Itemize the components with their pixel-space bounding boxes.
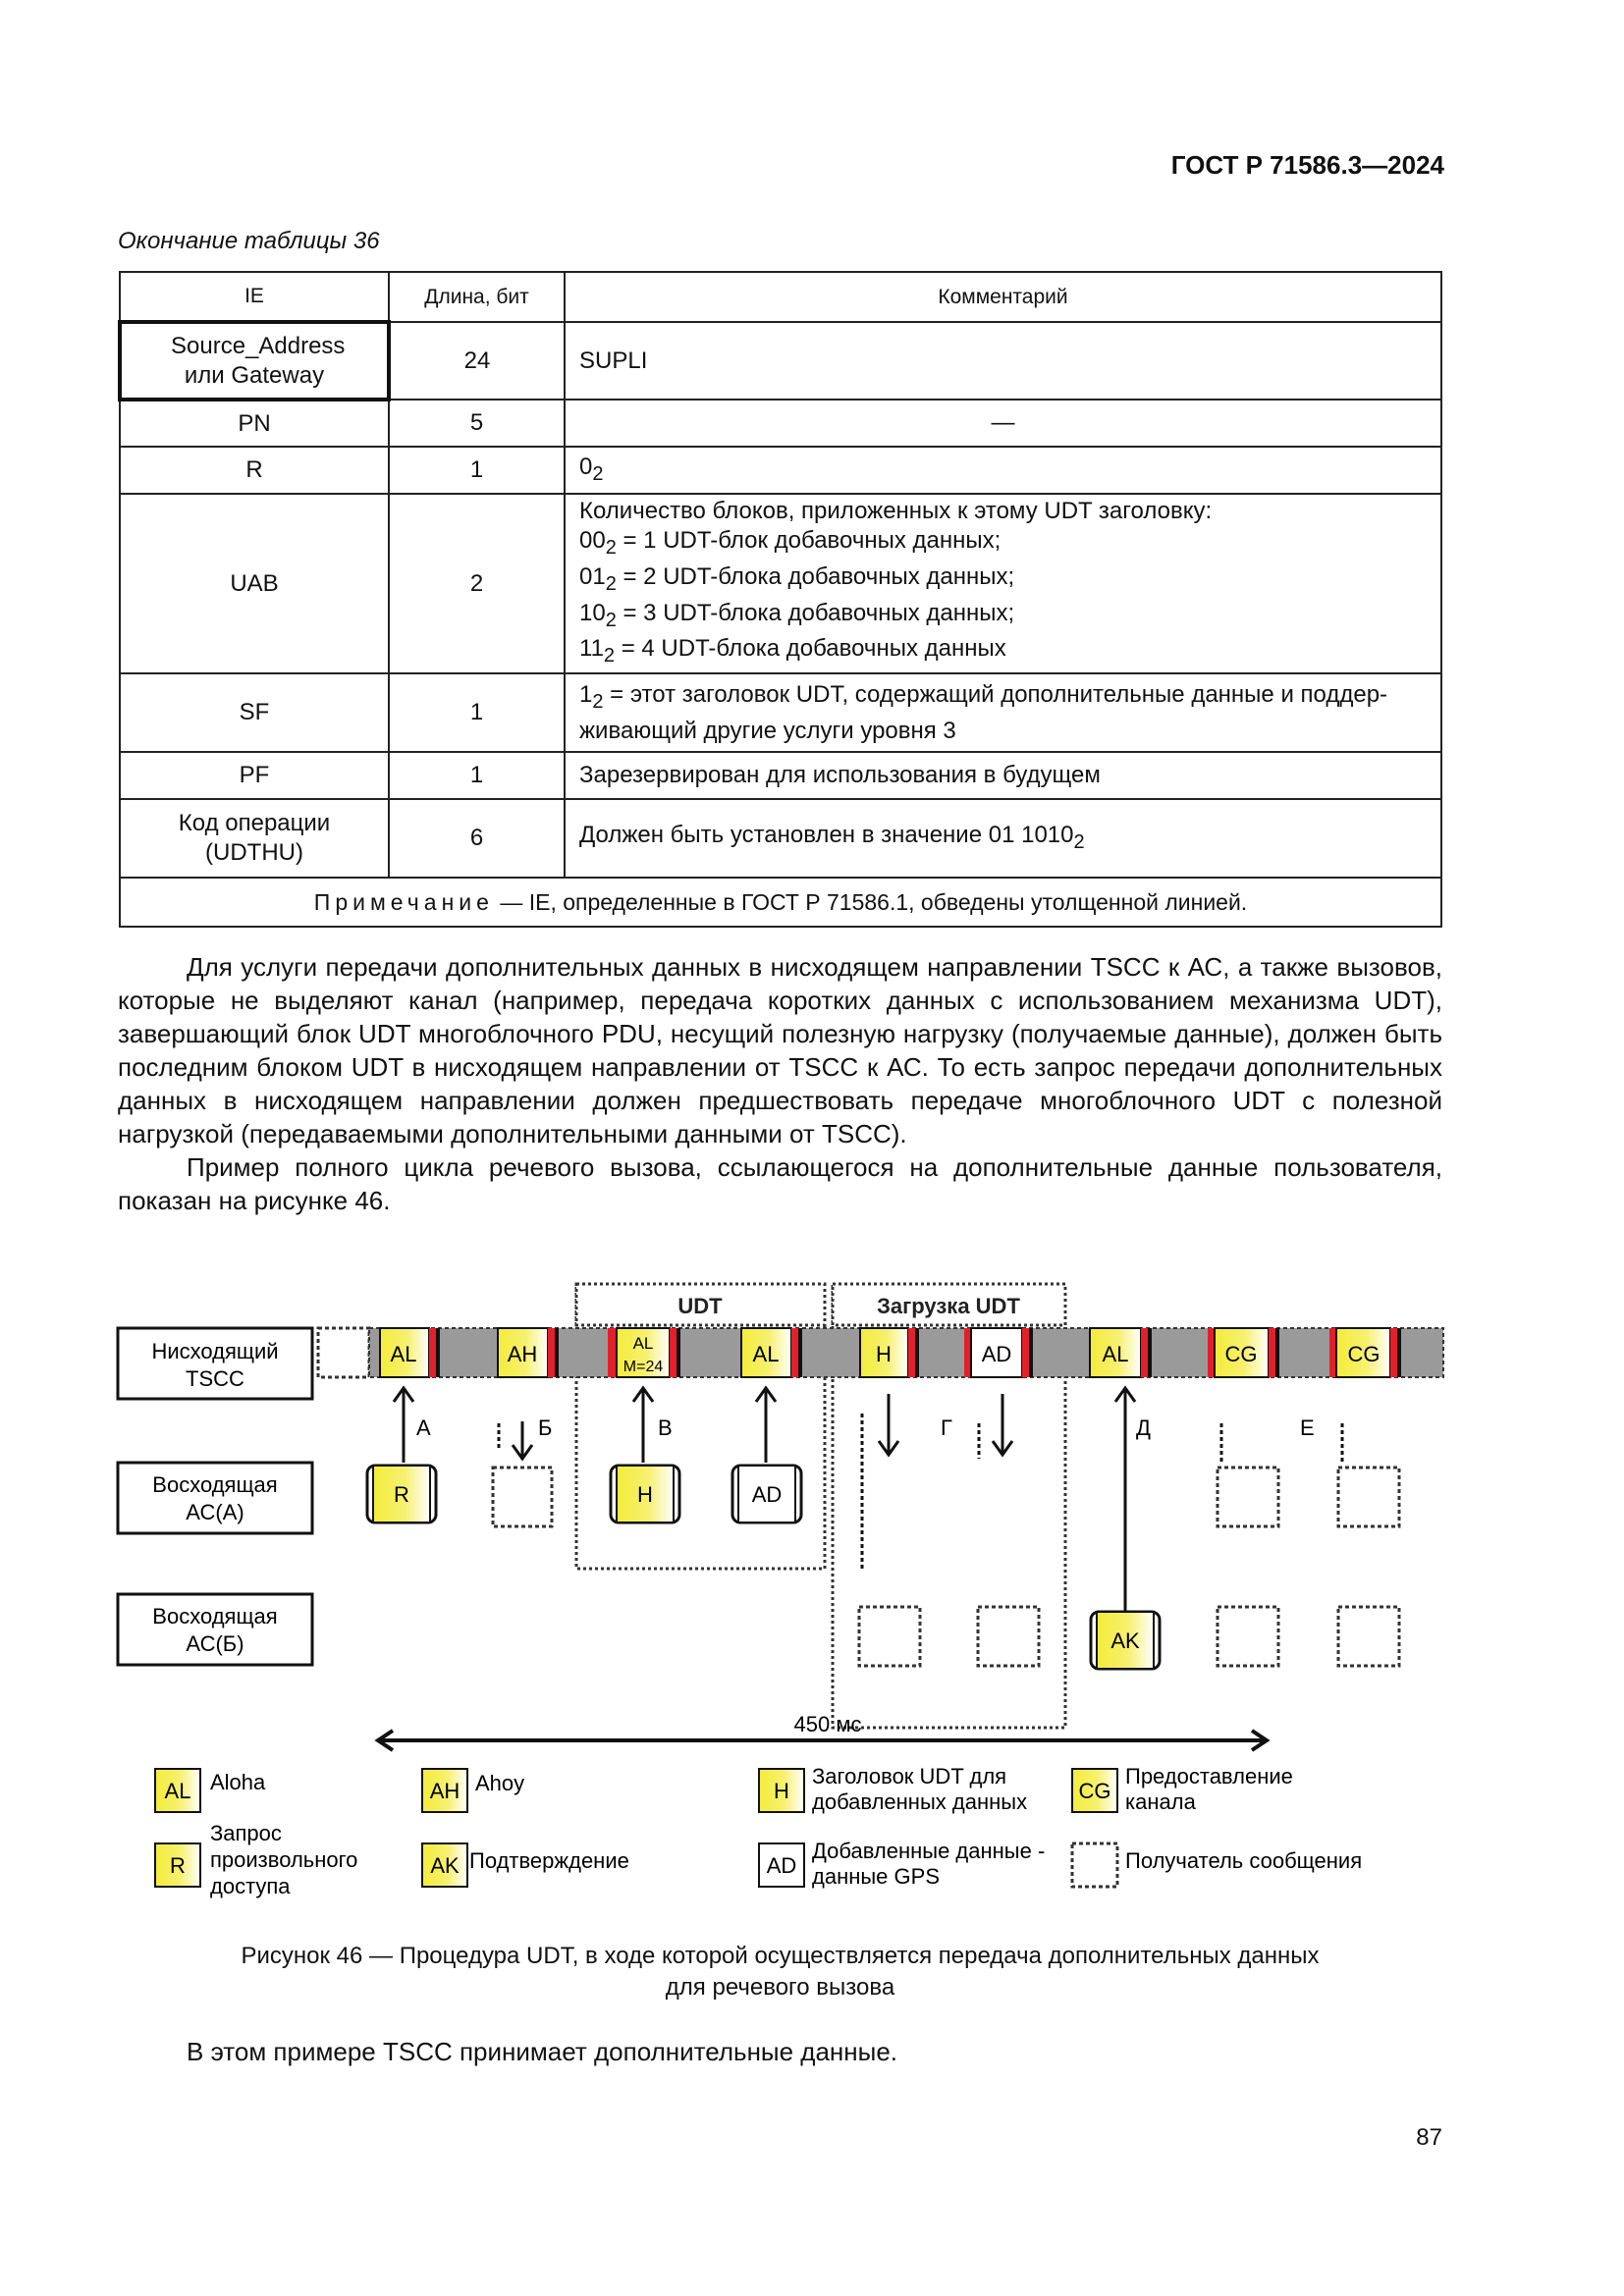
cell-len: 2 (389, 494, 565, 673)
cell-ie: PN (120, 400, 389, 447)
table-row (120, 752, 1441, 799)
downlink-slots (380, 1328, 1401, 1377)
cell-comment: Должен быть установлен в значение 01 $1010_2$ (565, 799, 1441, 878)
svg-text:произвольного: произвольного (210, 1847, 358, 1872)
svg-text:AD: AD (766, 1853, 797, 1878)
cell-comment: $1_2$ = этот заголовок UDT, содержащий дополнительные данные и поддер-живающий другие услуги уровня 3 (565, 673, 1441, 752)
table-row (120, 799, 1441, 878)
legend-al (155, 1769, 266, 1812)
cell-comment (565, 494, 1441, 673)
uab-line: Количество блоков, приложенных к этому UDT заголовку: (579, 498, 1213, 524)
cell-comment: SUPLI (565, 322, 1441, 400)
receiver-box (1218, 1468, 1278, 1526)
cell-comment (565, 447, 1441, 494)
ie-text: Source_Address или Gateway (171, 332, 346, 389)
slot-h (860, 1328, 919, 1377)
legend-cg (1072, 1764, 1293, 1814)
receiver-box (1218, 1607, 1278, 1666)
svg-text:CG: CG (1224, 1342, 1258, 1366)
svg-text:AD: AD (751, 1482, 783, 1507)
row-label-uplink-a (118, 1463, 312, 1533)
uab-line: $00_2 = 1$ UDT-блок добавочных данных; (579, 527, 1001, 559)
svg-text:AL: AL (390, 1342, 417, 1366)
duration-arrow (378, 1712, 1267, 1750)
cell-len: 1 (389, 447, 565, 494)
svg-text:канала: канала (1125, 1789, 1196, 1814)
svg-text:Восходящая: Восходящая (152, 1604, 278, 1629)
figure-46 (0, 1266, 1624, 1924)
slot-al (741, 1328, 802, 1377)
svg-text:Запрос: Запрос (210, 1821, 282, 1845)
legend-ak (422, 1843, 629, 1887)
cell-ie: UAB (120, 494, 389, 673)
receiver-box (493, 1468, 552, 1526)
cell-ie (120, 799, 389, 878)
row-label-downlink-tscc (118, 1328, 312, 1399)
figure-caption (118, 1941, 1442, 2003)
table-caption: Окончание таблицы 36 (118, 228, 380, 254)
table-header-row (120, 272, 1441, 322)
legend (155, 1764, 1362, 1898)
uab-line: $01_2 = 2$ UDT-блока добавочных данных; (579, 562, 1015, 595)
svg-text:H: H (774, 1779, 789, 1803)
cell-comment: Зарезервирован для использования в будущем (565, 752, 1441, 799)
cell-ie (120, 322, 389, 400)
final-paragraph: В этом примере TSCC принимает дополнительные данные. (187, 2037, 898, 2066)
uplink-a-ad (732, 1466, 801, 1522)
slot-al (1090, 1328, 1152, 1377)
svg-text:Добавленные данные -: Добавленные данные - (812, 1839, 1046, 1863)
legend-ad (759, 1839, 1045, 1889)
legend-receiver (1072, 1843, 1362, 1887)
svg-text:Подтверждение: Подтверждение (469, 1848, 629, 1873)
slot-cg (1329, 1328, 1401, 1377)
cell-comment: — (565, 400, 1441, 447)
note-label: Примечание (313, 888, 494, 915)
svg-text:H: H (637, 1482, 653, 1507)
header-comment: Комментарий (565, 272, 1441, 322)
svg-text:R: R (394, 1482, 409, 1507)
slot-al-m24 (608, 1328, 680, 1377)
slot-al (380, 1328, 440, 1377)
uplink-a-h (611, 1466, 679, 1522)
svg-text:добавленных данных: добавленных данных (812, 1789, 1028, 1814)
slot-ah (498, 1328, 559, 1377)
step-letters (416, 1415, 1315, 1440)
table-row (120, 322, 1441, 400)
table-note (120, 878, 1441, 927)
letter-e: Е (1300, 1415, 1315, 1440)
legend-ah (422, 1769, 524, 1812)
slot-ad (964, 1328, 1033, 1377)
legend-r (155, 1821, 357, 1898)
svg-text:H: H (876, 1342, 892, 1366)
svg-text:AD: AD (981, 1342, 1012, 1366)
table-row (120, 673, 1441, 752)
comment-sub: 2 (592, 462, 604, 485)
uab-line: $10_2 = 3$ UDT-блока добавочных данных; (579, 599, 1015, 631)
uab-line: $11_2 = 4$ UDT-блока добавочных данных (579, 635, 1006, 667)
receiver-box (859, 1607, 920, 1666)
receiver-box (978, 1607, 1039, 1666)
svg-text:AL: AL (752, 1342, 780, 1366)
letter-a: А (416, 1415, 431, 1440)
table-36 (118, 271, 1442, 928)
letter-g: Г (941, 1415, 952, 1440)
body-paragraphs (118, 950, 1442, 1217)
svg-text:АС(А): АС(А) (186, 1500, 244, 1524)
cell-ie: SF (120, 673, 389, 752)
paragraph: Для услуги передачи дополнительных данных в нисходящем направлении TSCC к АС, а также вызовов, которые не выделяют канал (например, передача коротких данных с использованием механизма UDT), завершающий блок UDT многоблочного PDU, несущий полезную нагрузку (получаемые данные), должен быть последним блоком UDT в нисходящем направлении от TSCC к АС. То есть запрос передачи дополнительных данных в нисходящем направлении должен предшествовать передаче многоблочного UDT с полезной нагрузкой (передаваемыми дополнительными данными от TSCC). (118, 952, 1442, 1148)
table-row (120, 447, 1441, 494)
paragraph: Пример полного цикла речевого вызова, ссылающегося на дополнительные данные пользователя, показан на рисунке 46. (118, 1152, 1442, 1215)
receiver-box (1338, 1607, 1399, 1666)
table-row (120, 494, 1441, 673)
row-label-uplink-b (118, 1594, 312, 1665)
svg-text:Восходящая: Восходящая (152, 1472, 278, 1497)
figure-caption-line: для речевого вызова (665, 1974, 895, 2001)
svg-text:AL: AL (632, 1334, 654, 1353)
letter-b: Б (538, 1415, 553, 1440)
svg-text:Aloha: Aloha (210, 1770, 266, 1794)
svg-text:Ahoy: Ahoy (475, 1771, 525, 1795)
svg-text:CG: CG (1078, 1779, 1111, 1803)
group-load-label: Загрузка UDT (877, 1294, 1020, 1318)
slot-cg (1208, 1328, 1279, 1377)
svg-text:AH: AH (429, 1779, 460, 1803)
ie-text: Код операции (UDTHU) (178, 810, 331, 867)
comment-main: 0 (579, 453, 593, 480)
cell-len: 5 (389, 400, 565, 447)
svg-text:M=24: M=24 (623, 1359, 664, 1375)
svg-text:AH: AH (507, 1342, 538, 1366)
svg-text:R: R (170, 1853, 186, 1878)
uplink-a-r (367, 1466, 436, 1522)
svg-text:Нисходящий: Нисходящий (151, 1339, 279, 1363)
cell-ie: R (120, 447, 389, 494)
svg-text:AK: AK (430, 1853, 460, 1878)
uplink-b-ak (1091, 1612, 1160, 1669)
svg-text:АС(Б): АС(Б) (186, 1631, 244, 1656)
svg-text:Получатель сообщения: Получатель сообщения (1125, 1848, 1363, 1873)
receiver-box (1338, 1468, 1399, 1526)
svg-text:CG: CG (1347, 1342, 1380, 1366)
duration-label: 450 мс (793, 1712, 862, 1736)
letter-v: В (658, 1415, 673, 1440)
figure-caption-line: Рисунок 46 — Процедура UDT, в ходе которой осуществляется передача дополнительных данных (241, 1943, 1320, 1969)
cell-len: 1 (389, 752, 565, 799)
header-length: Длина, бит (389, 272, 565, 322)
header-ie: IE (120, 272, 389, 322)
table-note-row (120, 878, 1441, 927)
cell-len: 1 (389, 673, 565, 752)
svg-text:данные GPS: данные GPS (812, 1864, 940, 1889)
cell-ie: PF (120, 752, 389, 799)
empty-slot (318, 1328, 369, 1377)
svg-text:Предоставление: Предоставление (1125, 1764, 1293, 1789)
group-udt-label: UDT (677, 1294, 723, 1318)
doc-id: ГОСТ Р 71586.3—2024 (1170, 150, 1444, 180)
cell-len: 24 (389, 322, 565, 400)
legend-h (759, 1764, 1027, 1814)
svg-text:TSCC: TSCC (186, 1366, 244, 1391)
note-text: — IE, определенные в ГОСТ Р 71586.1, обведены утолщенной линией. (493, 888, 1248, 915)
svg-text:AL: AL (1102, 1342, 1129, 1366)
page-number: 87 (1416, 2124, 1442, 2151)
table-row (120, 400, 1441, 447)
svg-text:доступа: доступа (210, 1874, 291, 1898)
svg-text:Заголовок UDT для: Заголовок UDT для (812, 1764, 1007, 1789)
letter-d: Д (1136, 1415, 1151, 1440)
svg-text:AL: AL (164, 1779, 191, 1803)
cell-len: 6 (389, 799, 565, 878)
svg-text:AK: AK (1110, 1629, 1140, 1653)
